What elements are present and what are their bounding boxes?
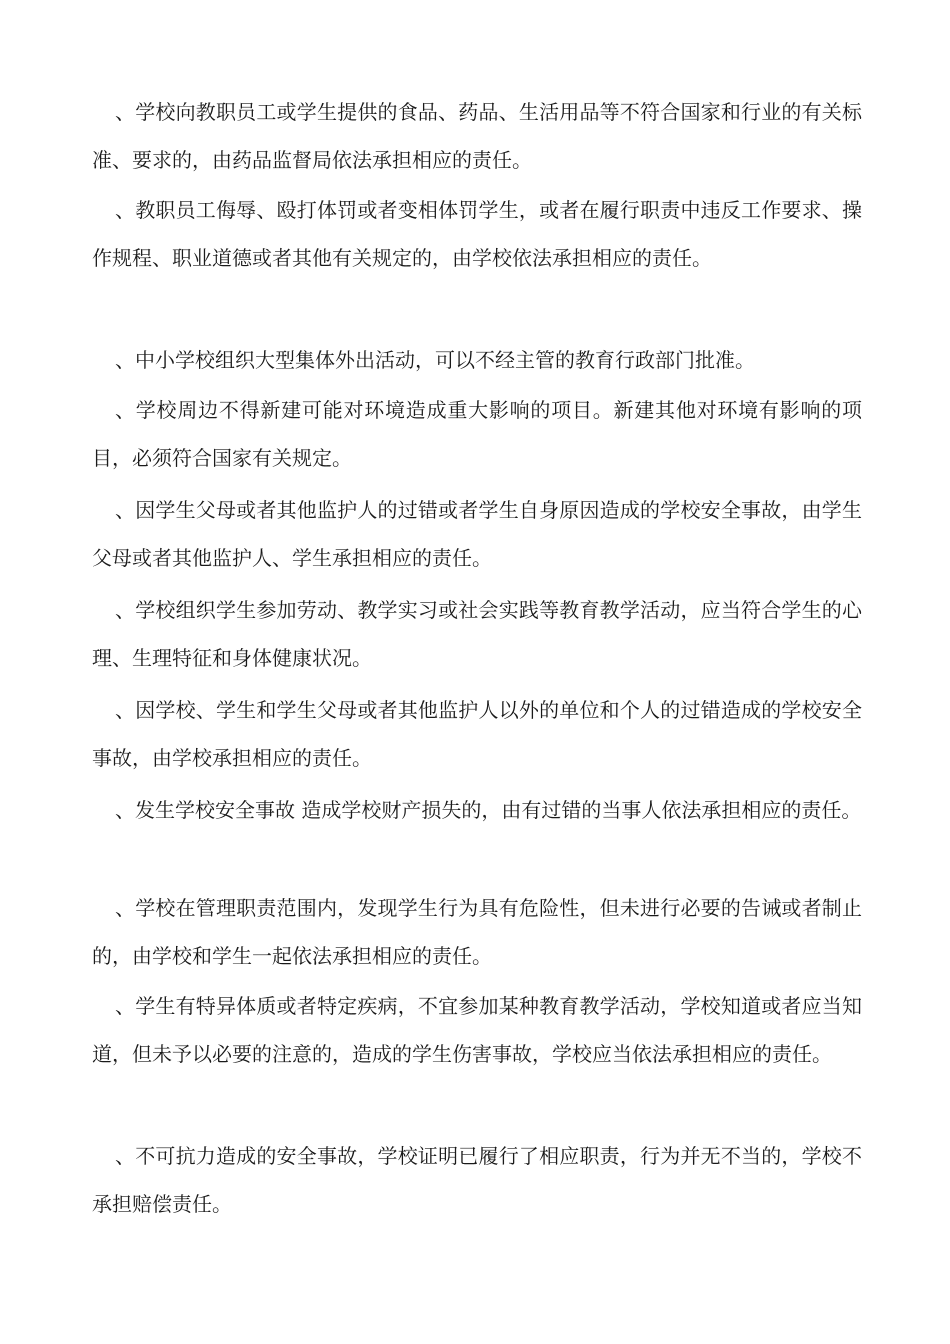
paragraph-9: 、学校在管理职责范围内，发现学生行为具有危险性，但未进行必要的告诫或者制止的，由学校和学生一起依法承担相应的责任。 <box>92 896 862 968</box>
paragraph-7: 、因学校、学生和学生父母或者其他监护人以外的单位和个人的过错造成的学校安全事故，由学校承担相应的责任。 <box>92 698 862 770</box>
paragraph-6: 、学校组织学生参加劳动、教学实习或社会实践等教育教学活动，应当符合学生的心理、生理特征和身体健康状况。 <box>92 598 862 670</box>
paragraph-3: 、中小学校组织大型集体外出活动，可以不经主管的教育行政部门批准。 <box>115 348 755 372</box>
paragraph-2: 、教职员工侮辱、殴打体罚或者变相体罚学生，或者在履行职责中违反工作要求、操作规程、职业道德或者其他有关规定的，由学校依法承担相应的责任。 <box>92 198 862 270</box>
paragraph-8: 、发生学校安全事故 造成学校财产损失的，由有过错的当事人依法承担相应的责任。 <box>115 798 862 822</box>
paragraph-5: 、因学生父母或者其他监护人的过错或者学生自身原因造成的学校安全事故，由学生父母或者其他监护人、学生承担相应的责任。 <box>92 498 862 570</box>
paragraph-4: 、学校周边不得新建可能对环境造成重大影响的项目。新建其他对环境有影响的项目，必须符合国家有关规定。 <box>92 398 862 470</box>
paragraph-11: 、不可抗力造成的安全事故，学校证明已履行了相应职责，行为并无不当的，学校不承担赔偿责任。 <box>92 1144 862 1216</box>
paragraph-1: 、学校向教职员工或学生提供的食品、药品、生活用品等不符合国家和行业的有关标准、要求的，由药品监督局依法承担相应的责任。 <box>92 100 862 172</box>
paragraph-10: 、学生有特异体质或者特定疾病，不宜参加某种教育教学活动，学校知道或者应当知道，但未予以必要的注意的，造成的学生伤害事故，学校应当依法承担相应的责任。 <box>92 994 862 1066</box>
